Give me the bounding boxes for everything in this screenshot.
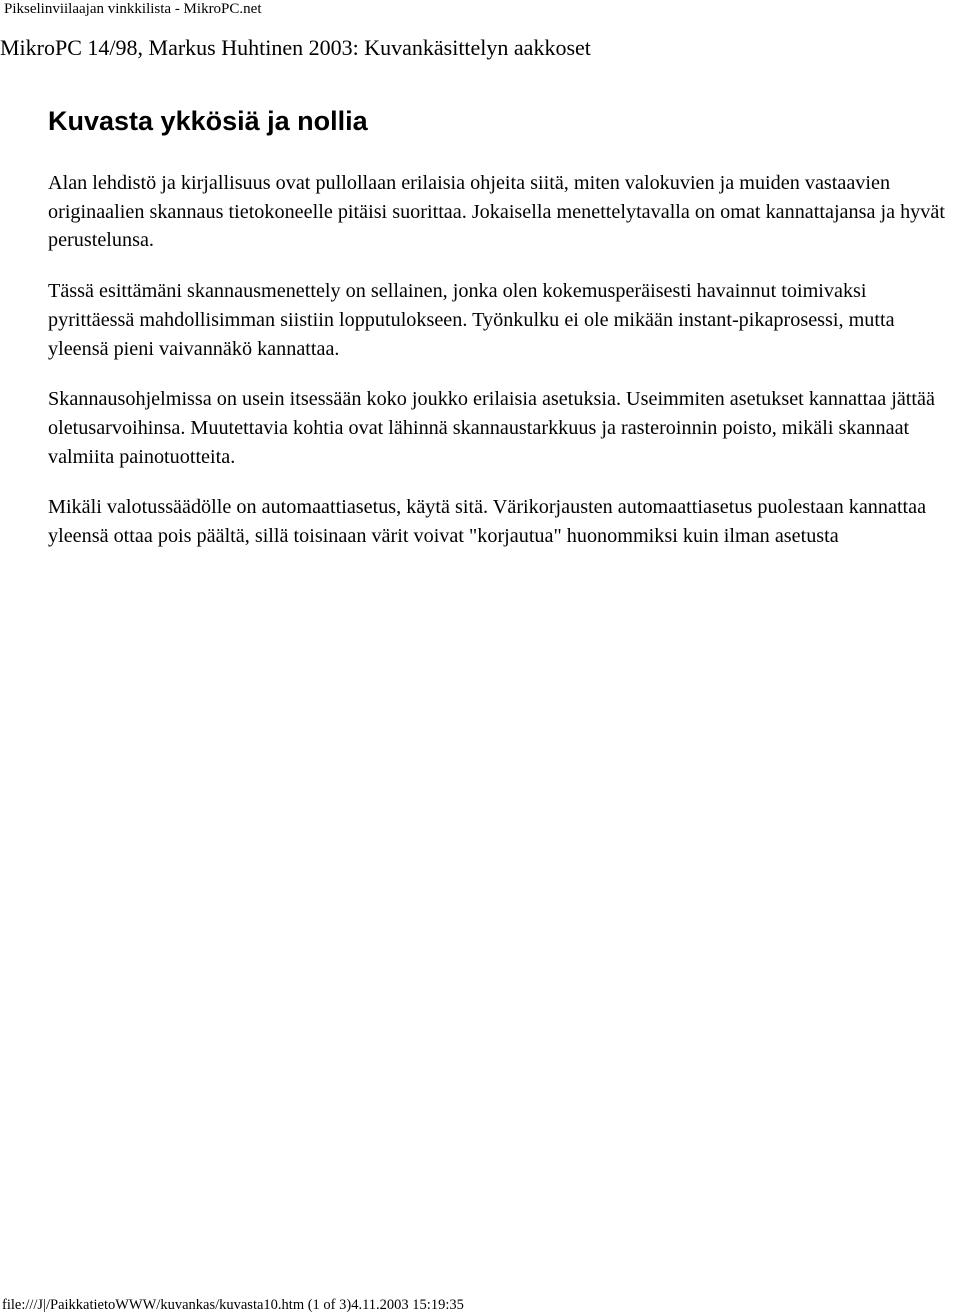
print-header-title: Pikselinviilaajan vinkkilista - MikroPC.net	[4, 1, 262, 17]
article-body	[48, 169, 948, 573]
paragraph-intro: Alan lehdistö ja kirjallisuus ovat pullollaan erilaisia ohjeita siitä, miten valokuvien ja muiden vastaavien originaalien skannaus tietokoneelle pitäisi suorittaa. Jokaisella menettelytavalla on omat kannattajansa ja hyvät perustelunsa.	[48, 172, 945, 252]
print-footer: file:///J|/PaikkatietoWWW/kuvankas/kuvasta10.htm (1 of 3)4.11.2003 15:19:35	[2, 1297, 464, 1313]
paragraph-method: Tässä esittämäni skannausmenettely on sellainen, jonka olen kokemusperäisesti havainnut toimivaksi pyrittäessä mahdollisimman siistiin lopputulokseen. Työnkulku ei ole mikään instant-pikaprosessi, mutta yleensä pieni vaivannäkö kannattaa.	[48, 280, 895, 360]
article-title: Kuvasta ykkösiä ja nollia	[48, 106, 368, 136]
paragraph-settings: Skannausohjelmissa on usein itsessään koko joukko erilaisia asetuksia. Useimmiten asetukset kannattaa jättää oletusarvoihinsa. Muutettavia kohtia ovat lähinnä skannaustarkkuus ja rasteroinnin poisto, mikäli skannaat valmiita painotuotteita.	[48, 388, 935, 468]
paragraph-exposure: Mikäli valotussäädölle on automaattiasetus, käytä sitä. Värikorjausten automaattiasetus puolestaan kannattaa yleensä ottaa pois päältä, sillä toisinaan värit voivat "korjautua" huonommiksi kuin ilman asetusta	[48, 496, 927, 548]
source-line: MikroPC 14/98, Markus Huhtinen 2003: Kuvankäsittelyn aakkoset	[0, 35, 591, 60]
